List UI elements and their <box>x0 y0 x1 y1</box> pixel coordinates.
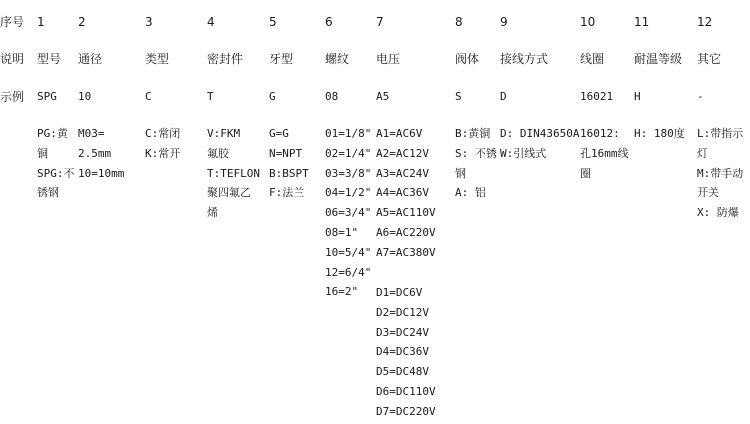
index-5: 5 <box>269 15 277 29</box>
example-wiring: D <box>500 90 507 103</box>
example-model: SPG <box>37 90 57 103</box>
example-bore: 10 <box>78 90 92 103</box>
detail-voltage-ac: A1=AC6V A2=AC12V A3=AC24V A4=AC36V A5=AC110V A6=AC220V A7=AC380V <box>376 127 436 259</box>
detail-model: PG:黄 铜 SPG:不 锈钢 <box>37 127 75 200</box>
desc-temp: 耐温等级 <box>634 52 683 66</box>
desc-seal: 密封件 <box>207 52 244 66</box>
desc-coil: 线圈 <box>580 52 605 66</box>
index-1: 1 <box>37 15 45 29</box>
example-temp: H <box>634 90 641 103</box>
desc-wiring: 接线方式 <box>500 52 549 66</box>
detail-other: L:带指示 灯 M:带手动 开关 X: 防爆 <box>697 127 744 220</box>
index-9: 9 <box>500 15 508 29</box>
index-row-label: 序号 <box>0 15 25 29</box>
detail-type: C:常闭 K:常开 <box>145 127 181 160</box>
example-coil: 16021 <box>580 90 614 103</box>
desc-body: 阀体 <box>455 52 480 66</box>
desc-type: 类型 <box>145 52 170 66</box>
description-row <box>0 50 750 70</box>
detail-bore: M03= 2.5mm 10=10mm <box>78 127 125 180</box>
detail-body: B:黄铜 S: 不锈 钢 A: 铝 <box>455 127 497 200</box>
example-seal: T <box>207 90 214 103</box>
example-voltage: A5 <box>376 90 390 103</box>
index-3: 3 <box>145 15 153 29</box>
index-12: 12 <box>697 15 713 29</box>
detail-thread: 01=1/8" 02=1/4" 03=3/8" 04=1/2" 06=3/4" 08=1" 10=5/4" 12=6/4" 16=2" <box>325 127 372 299</box>
example-type: C <box>145 90 152 103</box>
detail-temp: H: 180度 <box>634 127 685 140</box>
desc-bore: 通径 <box>78 52 103 66</box>
example-thread-type: G <box>269 90 276 103</box>
index-10: 10 <box>580 15 596 29</box>
desc-voltage: 电压 <box>376 52 401 66</box>
detail-thread-type: G=G N=NPT B:BSPT F:法兰 <box>269 127 309 200</box>
desc-thread: 螺纹 <box>325 52 350 66</box>
detail-voltage-dc: D1=DC6V D2=DC12V D3=DC24V D4=DC36V D5=DC48V D6=DC110V D7=DC220V <box>376 286 436 418</box>
detail-wiring: D: DIN43650A W:引线式 <box>500 127 580 160</box>
example-body: S <box>455 90 462 103</box>
index-2: 2 <box>78 15 86 29</box>
example-row <box>0 88 750 108</box>
desc-other: 其它 <box>697 52 722 66</box>
detail-coil: 16012: 孔16mm线 圈 <box>580 127 629 180</box>
index-11: 11 <box>634 15 650 29</box>
example-thread: 08 <box>325 90 339 103</box>
index-4: 4 <box>207 15 215 29</box>
example-other: - <box>697 90 704 103</box>
desc-model: 型号 <box>37 52 62 66</box>
detail-seal: V:FKM 氟胶 T:TEFLON 聚四氟乙 烯 <box>207 127 260 220</box>
desc-thread-type: 牙型 <box>269 52 294 66</box>
index-row <box>0 13 750 33</box>
index-8: 8 <box>455 15 463 29</box>
index-7: 7 <box>376 15 384 29</box>
description-row-label: 说明 <box>0 52 25 66</box>
index-6: 6 <box>325 15 333 29</box>
example-row-label: 示例 <box>0 90 25 104</box>
